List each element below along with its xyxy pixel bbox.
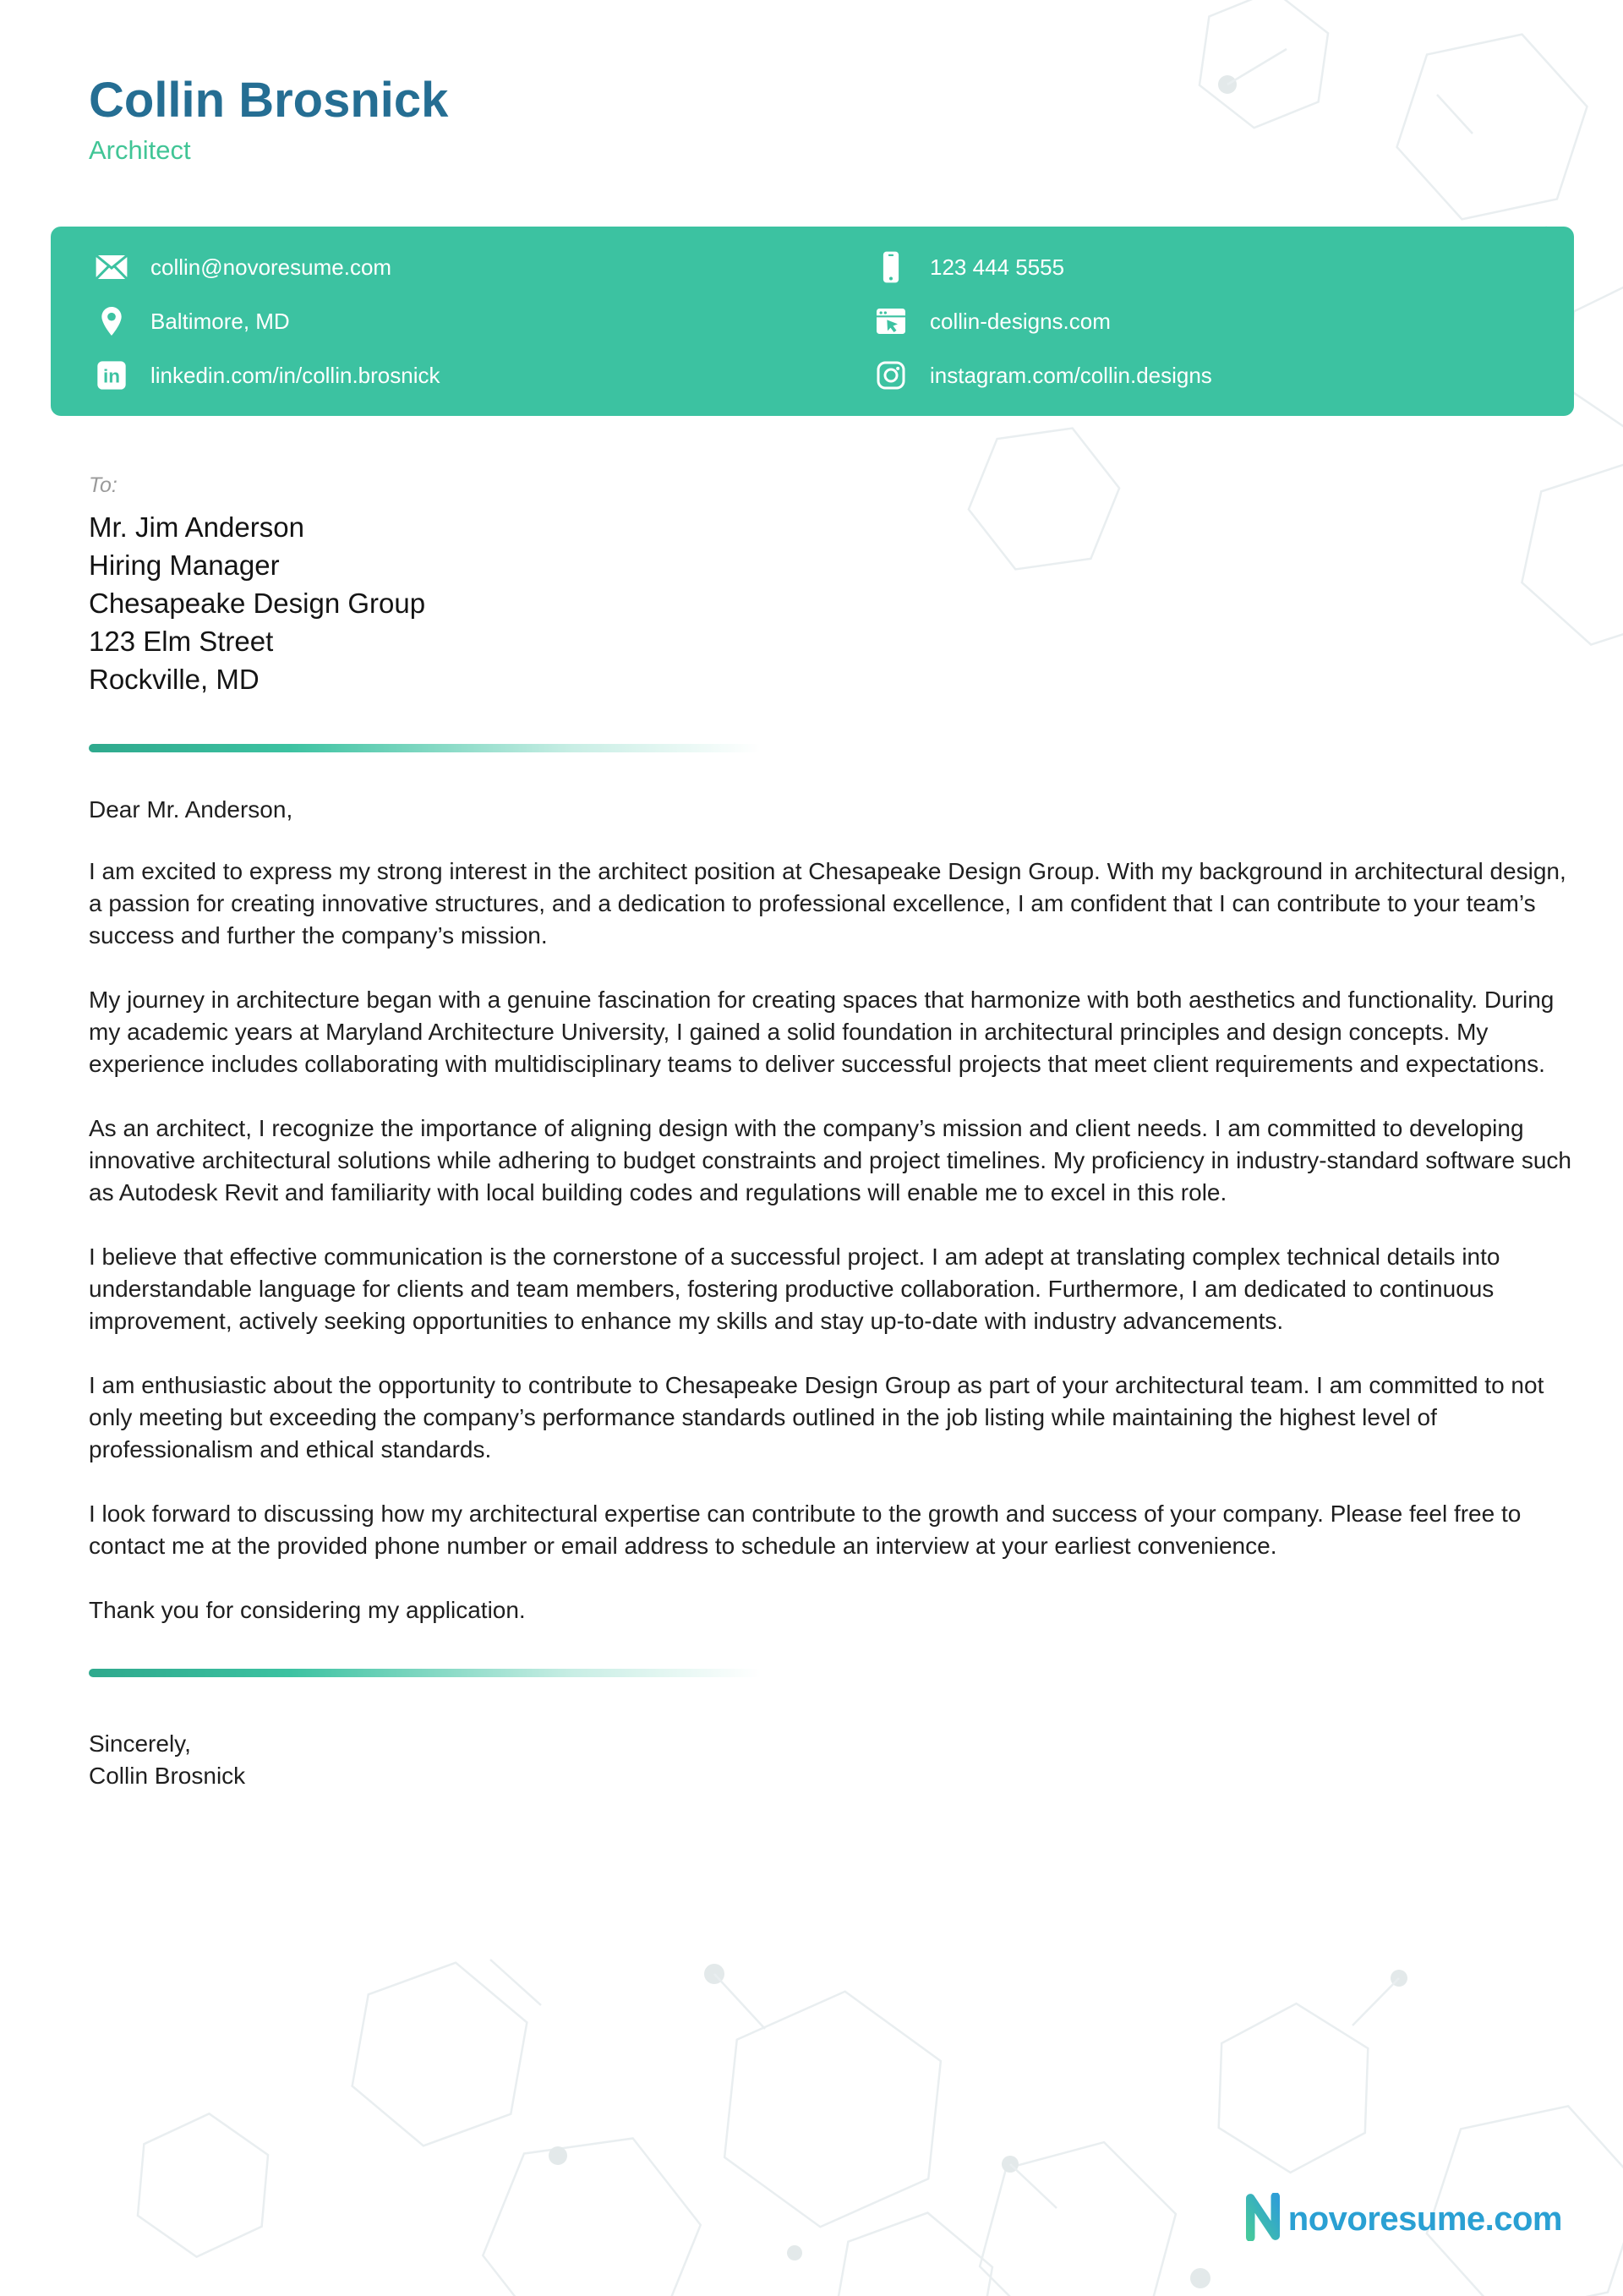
recipient-role: Hiring Manager <box>89 549 280 581</box>
paragraph: As an architect, I recognize the importance of aligning design with the company’s mission and client needs. I am committed to developing innovative architectural solutions while adhering to budget constraints and project timelines. My proficiency in industry-standard software such as Autodesk Revit and familiarity with local building codes and regulations will enable me to excel in this role. <box>89 1115 1572 1205</box>
recipient-label: To: <box>89 473 117 497</box>
email-icon <box>93 249 130 286</box>
contact-item-location[interactable] <box>93 303 872 340</box>
linkedin-icon <box>93 357 130 394</box>
paragraph: I am excited to express my strong interest in the architect position at Chesapeake Design Group. With my background in architectural design, a passion for creating innovative structures, and a dedication to professional excellence, I am confident that I can contribute to your team’s success and further the company’s mission. <box>89 858 1566 948</box>
footer-brand[interactable] <box>1246 2193 1562 2245</box>
brand-text: novoresume.com <box>1287 2200 1562 2238</box>
contact-item-phone[interactable] <box>872 249 1540 286</box>
recipient-city: Rockville, MD <box>89 664 260 695</box>
contact-item-linkedin[interactable] <box>93 357 872 394</box>
recipient-name: Mr. Jim Anderson <box>89 511 304 543</box>
page-title: Collin Brosnick <box>89 73 449 128</box>
contact-item-instagram[interactable] <box>872 357 1540 394</box>
job-title: Architect <box>89 135 191 165</box>
contact-item-website[interactable] <box>872 303 1540 340</box>
recipient-address <box>89 508 1574 698</box>
paragraph: I am enthusiastic about the opportunity to contribute to Chesapeake Design Group as part of your architectural team. I am committed to not only meeting but exceeding the company’s performance standards outlined in the job listing while maintaining the highest level of professionalism and ethical standards. <box>89 1372 1544 1462</box>
website-icon <box>872 303 910 340</box>
paragraph: I believe that effective communication is the cornerstone of a successful project. I am adept at translating complex technical details into understandable language for clients and team members, fostering productive collaboration. Furthermore, I am dedicated to continuous improvement, actively seeking opportunities to enhance my skills and stay up-to-date with industry advancements. <box>89 1244 1500 1334</box>
recipient-street: 123 Elm Street <box>89 626 274 657</box>
recipient-company: Chesapeake Design Group <box>89 588 426 619</box>
divider <box>89 744 803 752</box>
paragraph: I look forward to discussing how my architectural expertise can contribute to the growth and success of your company. Please feel free to contact me at the provided phone number or email address to schedule an interview at your earliest convenience. <box>89 1501 1522 1559</box>
contact-phone-text: 123 444 5555 <box>930 254 1065 280</box>
closing-word: Sincerely, <box>89 1730 191 1757</box>
phone-icon <box>872 249 910 286</box>
salutation: Dear Mr. Anderson, <box>89 796 293 823</box>
closing-block <box>89 1728 1574 1792</box>
contact-linkedin-text: linkedin.com/in/collin.brosnick <box>150 362 440 388</box>
signature-name: Collin Brosnick <box>89 1763 246 1789</box>
letter-body <box>0 473 1623 1792</box>
paragraph: Thank you for considering my application. <box>89 1597 526 1623</box>
contact-column-right <box>872 249 1540 394</box>
divider <box>89 1669 803 1677</box>
svg-text:in: in <box>103 365 120 387</box>
contact-instagram-text: instagram.com/collin.designs <box>930 362 1212 388</box>
letter-header <box>0 0 1623 166</box>
contact-website-text: collin-designs.com <box>930 308 1111 334</box>
novoresume-n-logo <box>1246 2193 1280 2245</box>
instagram-icon <box>872 357 910 394</box>
paragraph: My journey in architecture began with a genuine fascination for creating spaces that harmonize with both aesthetics and functionality. During my academic years at Maryland Architecture University, I gained a solid foundation in architectural principles and design concepts. My experience includes collaborating with multidisciplinary teams to deliver successful projects that meet client requirements and expectations. <box>89 987 1555 1077</box>
location-icon <box>93 303 130 340</box>
contact-item-email[interactable] <box>93 249 872 286</box>
contact-column-left <box>93 249 872 394</box>
contact-bar <box>51 227 1574 416</box>
contact-location-text: Baltimore, MD <box>150 308 290 334</box>
contact-email-text: collin@novoresume.com <box>150 254 392 280</box>
